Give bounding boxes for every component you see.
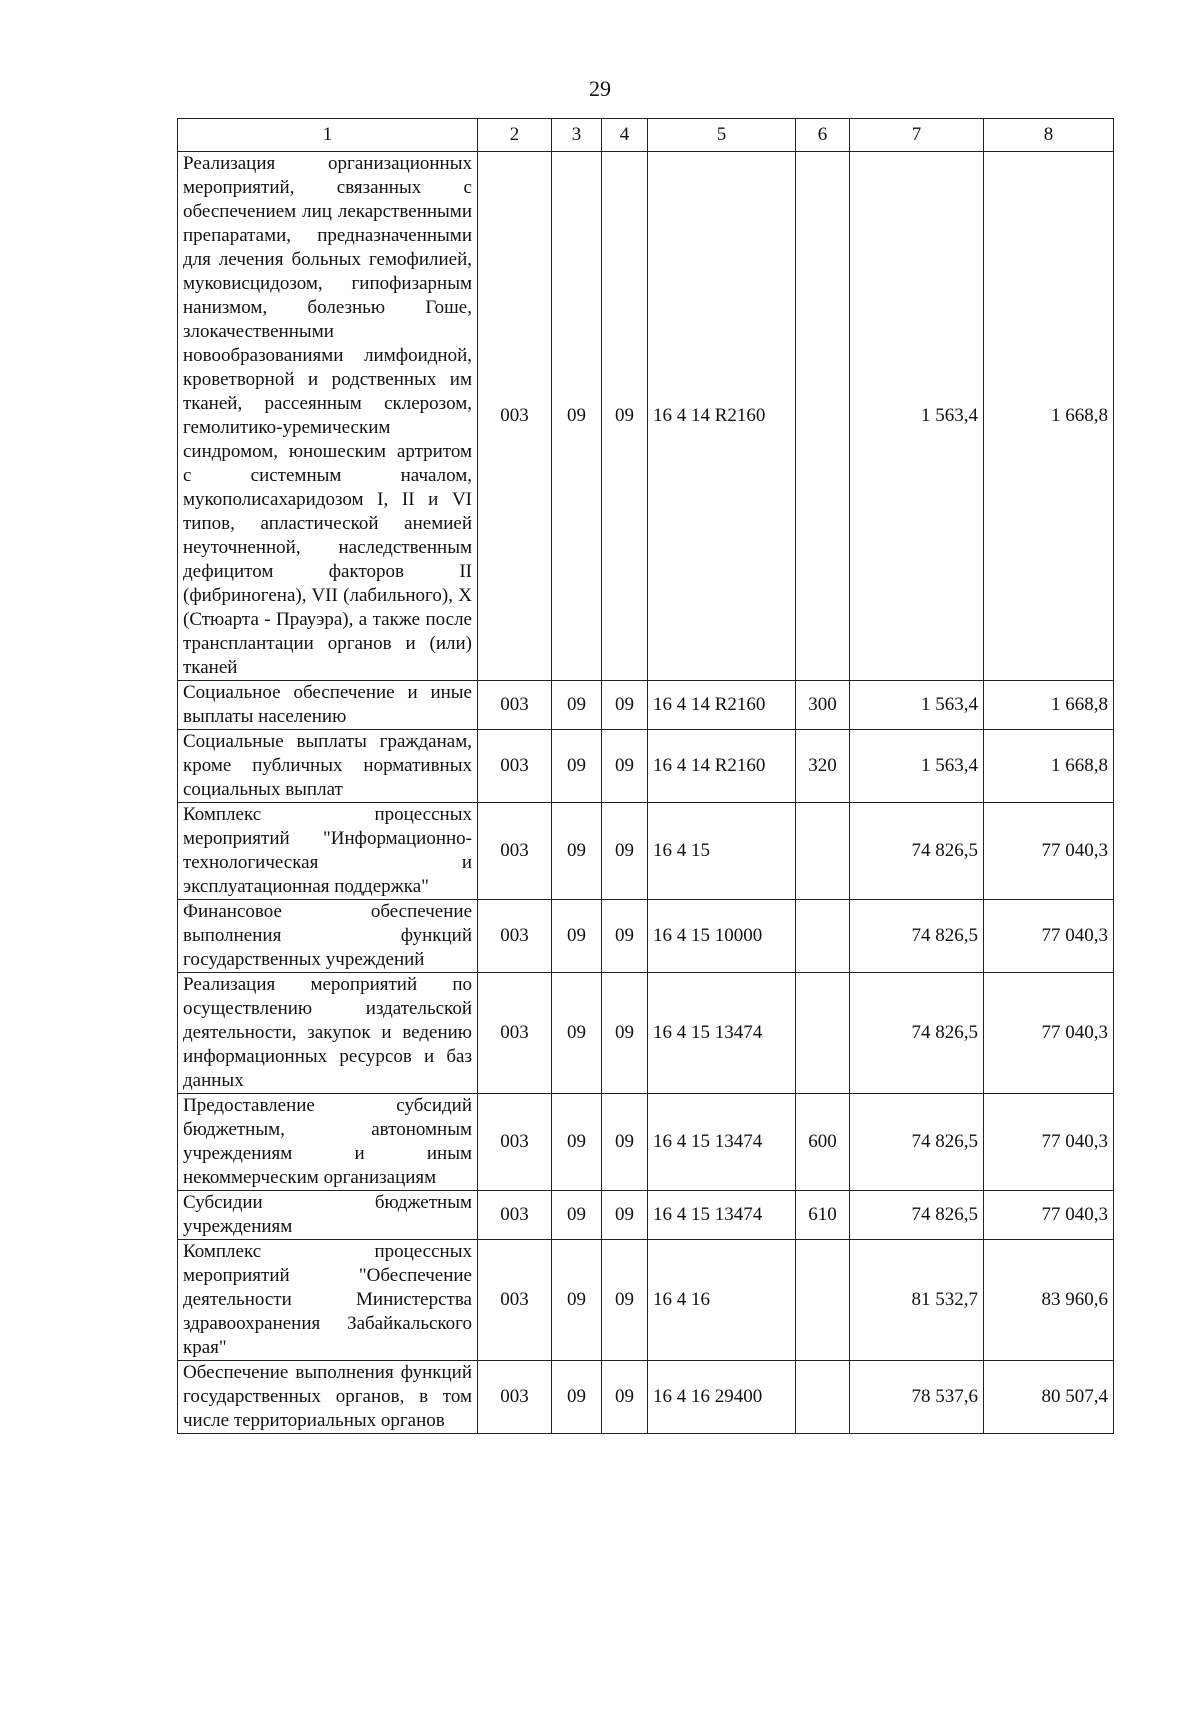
row-name: Реализация мероприятий по осуществлению издательской деятельности, закупок и ведению информационных ресурсов и баз данных xyxy=(178,973,478,1094)
section-cell: 09 xyxy=(552,730,602,803)
row-name: Социальные выплаты гражданам, кроме публичных нормативных социальных выплат xyxy=(178,730,478,803)
column-header: 4 xyxy=(602,119,648,152)
section-cell: 09 xyxy=(552,1240,602,1361)
expense-type-cell: 300 xyxy=(796,681,850,730)
amount-cell-8: 83 960,6 xyxy=(984,1240,1114,1361)
amount-cell-7: 78 537,6 xyxy=(850,1361,984,1434)
expense-type-cell xyxy=(796,152,850,681)
table-header-row xyxy=(178,119,1114,152)
amount-cell-7: 81 532,7 xyxy=(850,1240,984,1361)
section-cell: 09 xyxy=(552,152,602,681)
target-article-cell: 16 4 15 13474 xyxy=(648,1191,796,1240)
target-article-cell: 16 4 15 13474 xyxy=(648,973,796,1094)
subsection-cell: 09 xyxy=(602,730,648,803)
expense-type-cell xyxy=(796,900,850,973)
code-cell: 003 xyxy=(478,681,552,730)
target-article-cell: 16 4 14 R2160 xyxy=(648,152,796,681)
target-article-cell: 16 4 14 R2160 xyxy=(648,681,796,730)
table-row xyxy=(178,1361,1114,1434)
column-header: 8 xyxy=(984,119,1114,152)
target-article-cell: 16 4 15 xyxy=(648,803,796,900)
amount-cell-7: 74 826,5 xyxy=(850,973,984,1094)
row-name: Социальное обеспечение и иные выплаты населению xyxy=(178,681,478,730)
amount-cell-8: 80 507,4 xyxy=(984,1361,1114,1434)
section-cell: 09 xyxy=(552,803,602,900)
expense-type-cell: 320 xyxy=(796,730,850,803)
subsection-cell: 09 xyxy=(602,1240,648,1361)
subsection-cell: 09 xyxy=(602,1191,648,1240)
section-cell: 09 xyxy=(552,1191,602,1240)
subsection-cell: 09 xyxy=(602,803,648,900)
table-row xyxy=(178,681,1114,730)
column-header: 7 xyxy=(850,119,984,152)
row-name: Комплекс процессных мероприятий "Информационно-технологическая и эксплуатационная поддержка" xyxy=(178,803,478,900)
table-row xyxy=(178,152,1114,681)
expense-type-cell xyxy=(796,803,850,900)
column-header: 3 xyxy=(552,119,602,152)
code-cell: 003 xyxy=(478,1240,552,1361)
amount-cell-8: 1 668,8 xyxy=(984,152,1114,681)
code-cell: 003 xyxy=(478,1361,552,1434)
section-cell: 09 xyxy=(552,900,602,973)
table-row xyxy=(178,730,1114,803)
code-cell: 003 xyxy=(478,1191,552,1240)
subsection-cell: 09 xyxy=(602,973,648,1094)
expense-type-cell xyxy=(796,1240,850,1361)
target-article-cell: 16 4 16 29400 xyxy=(648,1361,796,1434)
budget-table xyxy=(177,118,1114,1434)
row-name: Комплекс процессных мероприятий "Обеспечение деятельности Министерства здравоохранения Забайкальского края" xyxy=(178,1240,478,1361)
amount-cell-7: 1 563,4 xyxy=(850,152,984,681)
amount-cell-8: 1 668,8 xyxy=(984,681,1114,730)
amount-cell-8: 1 668,8 xyxy=(984,730,1114,803)
column-header: 1 xyxy=(178,119,478,152)
amount-cell-7: 74 826,5 xyxy=(850,1191,984,1240)
target-article-cell: 16 4 15 13474 xyxy=(648,1094,796,1191)
subsection-cell: 09 xyxy=(602,1361,648,1434)
row-name: Финансовое обеспечение выполнения функций государственных учреждений xyxy=(178,900,478,973)
subsection-cell: 09 xyxy=(602,1094,648,1191)
table-row xyxy=(178,1094,1114,1191)
code-cell: 003 xyxy=(478,152,552,681)
table-row xyxy=(178,900,1114,973)
amount-cell-7: 1 563,4 xyxy=(850,681,984,730)
section-cell: 09 xyxy=(552,1094,602,1191)
subsection-cell: 09 xyxy=(602,681,648,730)
amount-cell-8: 77 040,3 xyxy=(984,1191,1114,1240)
table-row xyxy=(178,1240,1114,1361)
column-header: 6 xyxy=(796,119,850,152)
amount-cell-7: 74 826,5 xyxy=(850,900,984,973)
column-header: 5 xyxy=(648,119,796,152)
subsection-cell: 09 xyxy=(602,900,648,973)
code-cell: 003 xyxy=(478,1094,552,1191)
amount-cell-8: 77 040,3 xyxy=(984,900,1114,973)
amount-cell-7: 74 826,5 xyxy=(850,1094,984,1191)
amount-cell-8: 77 040,3 xyxy=(984,973,1114,1094)
code-cell: 003 xyxy=(478,973,552,1094)
column-header: 2 xyxy=(478,119,552,152)
row-name: Предоставление субсидий бюджетным, автономным учреждениям и иным некоммерческим организациям xyxy=(178,1094,478,1191)
section-cell: 09 xyxy=(552,1361,602,1434)
row-name: Обеспечение выполнения функций государственных органов, в том числе территориальных органов xyxy=(178,1361,478,1434)
table-row xyxy=(178,803,1114,900)
amount-cell-7: 1 563,4 xyxy=(850,730,984,803)
expense-type-cell xyxy=(796,973,850,1094)
section-cell: 09 xyxy=(552,681,602,730)
table-row xyxy=(178,1191,1114,1240)
section-cell: 09 xyxy=(552,973,602,1094)
row-name: Реализация организационных мероприятий, связанных с обеспечением лиц лекарственными препаратами, предназначенными для лечения больных гемофилией, муковисцидозом, гипофизарным нанизмом, болезнью Гоше, злокачественными новообразованиями лимфоидной, кроветворной и родственных им тканей, рассеянным склерозом, гемолитико-уремическим синдромом, юношеским артритом с системным началом, мукополисахаридозом I, II и VI типов, апластической анемией неуточненной, наследственным дефицитом факторов II (фибриногена), VII (лабильного), X (Стюарта - Прауэра), а также после трансплантации органов и (или) тканей xyxy=(178,152,478,681)
expense-type-cell: 600 xyxy=(796,1094,850,1191)
target-article-cell: 16 4 15 10000 xyxy=(648,900,796,973)
target-article-cell: 16 4 14 R2160 xyxy=(648,730,796,803)
expense-type-cell: 610 xyxy=(796,1191,850,1240)
amount-cell-8: 77 040,3 xyxy=(984,803,1114,900)
code-cell: 003 xyxy=(478,803,552,900)
expense-type-cell xyxy=(796,1361,850,1434)
amount-cell-8: 77 040,3 xyxy=(984,1094,1114,1191)
code-cell: 003 xyxy=(478,900,552,973)
target-article-cell: 16 4 16 xyxy=(648,1240,796,1361)
page-number: 29 xyxy=(589,76,611,101)
table-row xyxy=(178,973,1114,1094)
row-name: Субсидии бюджетным учреждениям xyxy=(178,1191,478,1240)
amount-cell-7: 74 826,5 xyxy=(850,803,984,900)
code-cell: 003 xyxy=(478,730,552,803)
subsection-cell: 09 xyxy=(602,152,648,681)
